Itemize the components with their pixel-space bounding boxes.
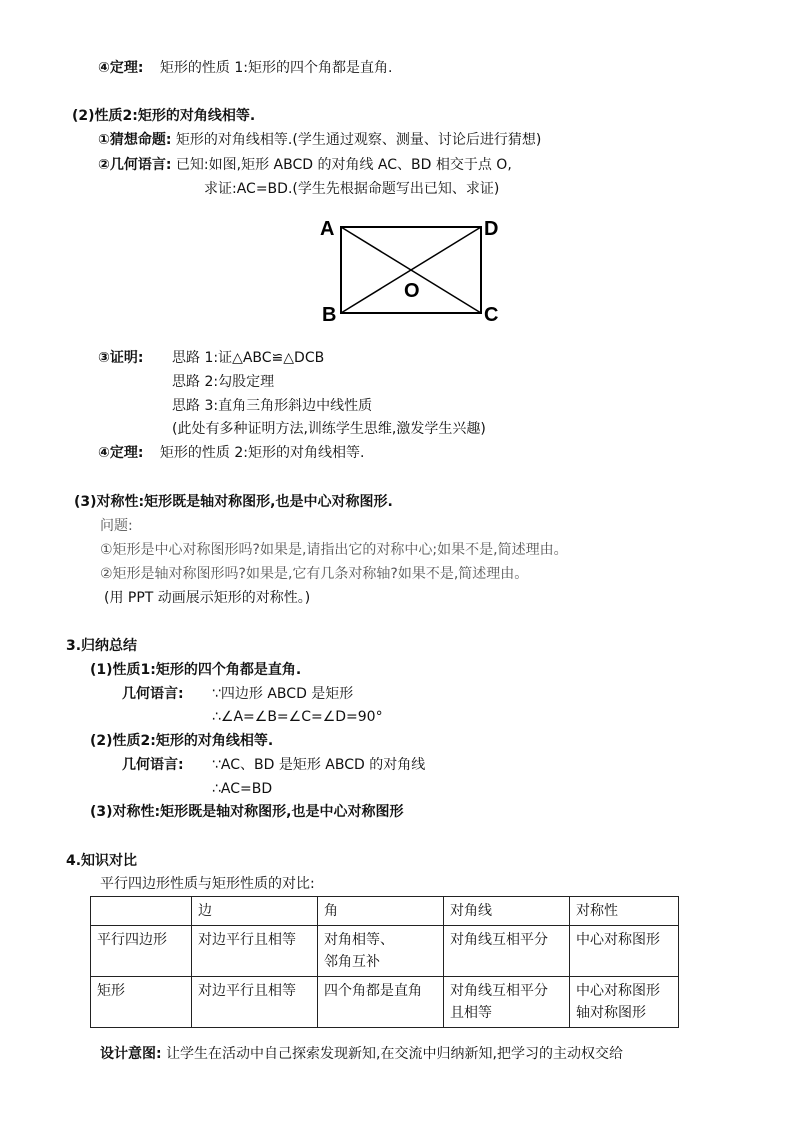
theorem-2-label: ④定理:	[98, 445, 144, 461]
table-header-cell	[91, 897, 192, 926]
summary-property-2: (2)性质2:矩形的对角线相等.	[90, 733, 274, 749]
table-cell: 对边平行且相等	[192, 977, 318, 1028]
theorem-2-line	[98, 443, 364, 463]
summary-p2-conclusion: ∴AC=BD	[212, 781, 273, 797]
question-label: 问题:	[100, 518, 133, 534]
table-cell: 中心对称图形 轴对称图形	[570, 977, 679, 1028]
conjecture-text: 矩形的对角线相等.(学生通过观察、测量、讨论后进行猜想)	[175, 132, 542, 148]
theorem-1-label: ④定理:	[98, 60, 144, 76]
table-cell: 四个角都是直角	[318, 977, 444, 1028]
proof-label: ③证明:	[98, 350, 144, 366]
design-intent-label: 设计意图:	[100, 1046, 162, 1062]
table-header-row	[91, 897, 679, 926]
label-d: D	[484, 218, 499, 240]
conjecture-line	[98, 130, 541, 150]
table-cell: 中心对称图形	[570, 926, 679, 977]
theorem-2-text: 矩形的性质 2:矩形的对角线相等.	[159, 445, 365, 461]
table-cell: 对边平行且相等	[192, 926, 318, 977]
table-cell: 对角线互相平分 且相等	[444, 977, 570, 1028]
summary-title: 3.归纳总结	[66, 638, 138, 654]
prove-text: 求证:AC=BD.(学生先根据命题写出已知、求证)	[204, 181, 500, 197]
geometry-language-line	[98, 155, 512, 175]
proof-idea-2: 思路 2:勾股定理	[172, 374, 275, 390]
ppt-note: (用 PPT 动画展示矩形的对称性。)	[104, 590, 311, 606]
property-2-heading: (2)性质2:矩形的对角线相等.	[72, 108, 256, 124]
table-cell: 矩形	[91, 977, 192, 1028]
geometry-language-label: ②几何语言:	[98, 157, 172, 173]
given-text: 已知:如图,矩形 ABCD 的对角线 AC、BD 相交于点 O,	[175, 157, 512, 173]
table-row	[91, 977, 679, 1028]
summary-symmetry: (3)对称性:矩形既是轴对称图形,也是中心对称图形	[90, 804, 404, 820]
proof-note: (此处有多种证明方法,训练学生思维,激发学生兴趣)	[172, 421, 486, 437]
proof-idea-1: 思路 1:证△ABC≌△DCB	[172, 350, 325, 366]
conjecture-label: ①猜想命题:	[98, 132, 172, 148]
table-header-cell: 角	[318, 897, 444, 926]
summary-p1-conclusion: ∴∠A=∠B=∠C=∠D=90°	[212, 709, 383, 725]
label-o: O	[404, 280, 420, 302]
compare-title: 4.知识对比	[66, 853, 138, 869]
question-2: ②矩形是轴对称图形吗?如果是,它有几条对称轴?如果不是,简述理由。	[100, 566, 529, 582]
table-cell: 对角线互相平分	[444, 926, 570, 977]
design-intent-text: 让学生在活动中自己探索发现新知,在交流中归纳新知,把学习的主动权交给	[166, 1046, 623, 1062]
theorem-1-line	[98, 58, 392, 78]
table-cell: 平行四边形	[91, 926, 192, 977]
compare-subtitle: 平行四边形性质与矩形性质的对比:	[100, 876, 315, 892]
table-header-cell: 边	[192, 897, 318, 926]
summary-property-1: (1)性质1:矩形的四个角都是直角.	[90, 662, 302, 678]
summary-p2-premise: ∵AC、BD 是矩形 ABCD 的对角线	[212, 757, 426, 773]
label-a: A	[320, 218, 335, 240]
table-cell: 对角相等、 邻角互补	[318, 926, 444, 977]
label-c: C	[484, 304, 499, 326]
rectangle-figure	[316, 210, 516, 330]
theorem-1-text: 矩形的性质 1:矩形的四个角都是直角.	[159, 60, 393, 76]
question-1: ①矩形是中心对称图形吗?如果是,请指出它的对称中心;如果不是,简述理由。	[100, 542, 568, 558]
comparison-table	[90, 896, 679, 1028]
design-intent-line	[100, 1044, 623, 1064]
summary-p1-premise: ∵四边形 ABCD 是矩形	[212, 686, 354, 702]
table-header-cell: 对称性	[570, 897, 679, 926]
summary-p2-language-label: 几何语言:	[122, 757, 184, 773]
label-b: B	[322, 304, 337, 326]
table-header-cell: 对角线	[444, 897, 570, 926]
proof-idea-3: 思路 3:直角三角形斜边中线性质	[172, 398, 373, 414]
summary-p1-language-label: 几何语言:	[122, 686, 184, 702]
symmetry-heading: (3)对称性:矩形既是轴对称图形,也是中心对称图形.	[74, 494, 393, 510]
table-row	[91, 926, 679, 977]
